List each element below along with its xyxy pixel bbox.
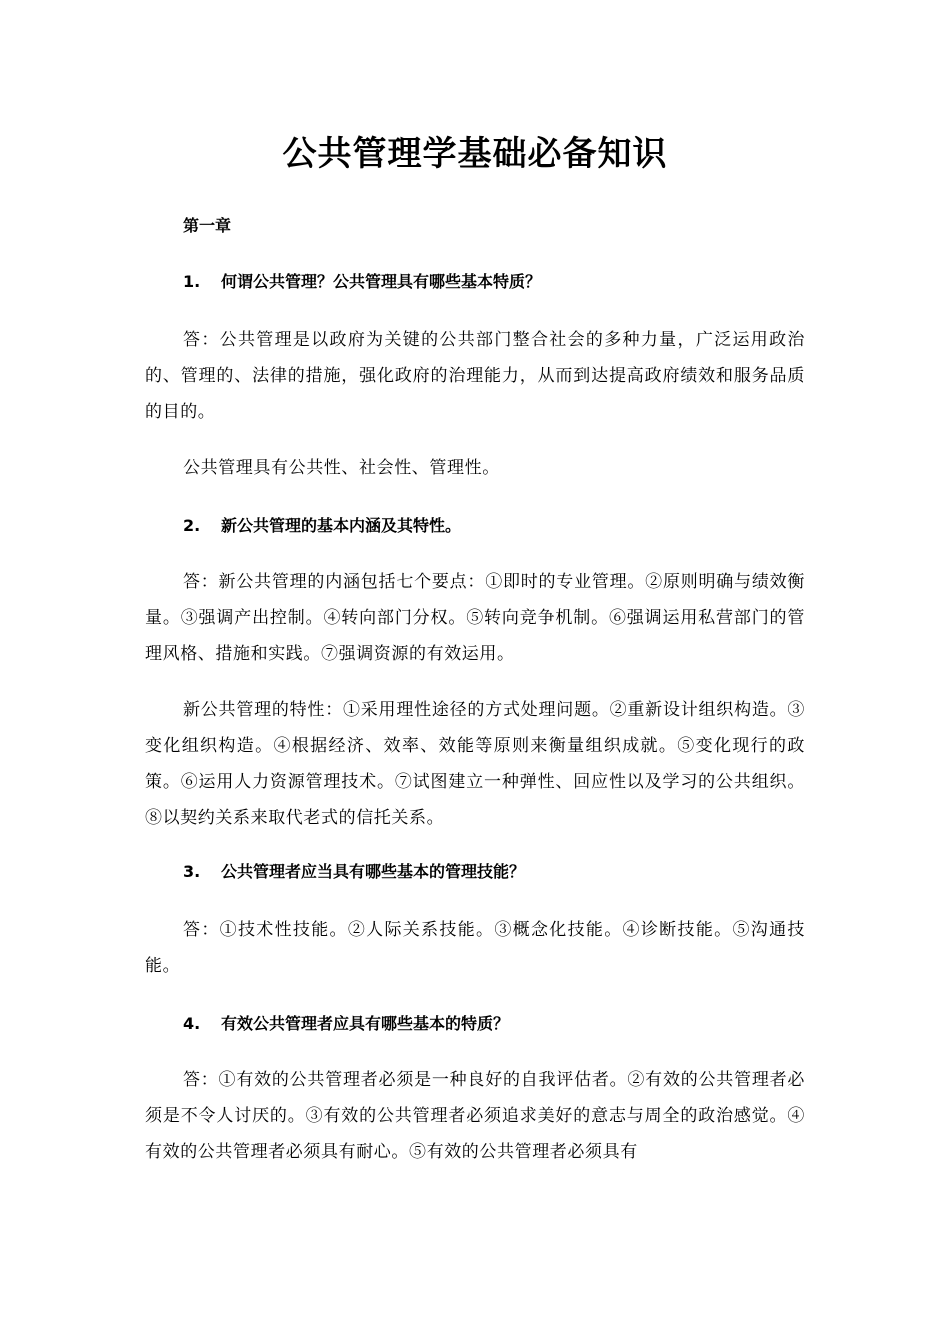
section-3-answer: 答：①技术性技能。②人际关系技能。③概念化技能。④诊断技能。⑤沟通技能。 xyxy=(145,920,805,976)
section-4-title: 有效公共管理者应具有哪些基本的特质？ xyxy=(221,1014,510,1033)
document-title: 公共管理学基础必备知识 xyxy=(282,134,668,174)
section-2-number: 2. xyxy=(183,516,201,535)
section-2-answer: 答：新公共管理的内涵包括七个要点：①即时的专业管理。②原则明确与绩效衡量。③强调产出控制。④转向部门分权。⑤转向竞争机制。⑥强调运用私营部门的管理风格、措施和实践。⑦强调资源的有效运用。 xyxy=(145,572,805,664)
section-4-number: 4. xyxy=(183,1014,201,1033)
chapter-label: 第一章 xyxy=(183,216,232,235)
chapter-heading xyxy=(145,214,843,238)
section-1-heading xyxy=(145,270,843,294)
section-1-answer: 答：公共管理是以政府为关键的公共部门整合社会的多种力量，广泛运用政治的、管理的、法律的措施，强化政府的治理能力，从而到达提高政府绩效和服务品质的目的。 xyxy=(145,330,805,422)
section-2-heading xyxy=(145,514,843,538)
section-1-note: 公共管理具有公共性、社会性、管理性。 xyxy=(183,458,500,478)
section-1-title: 何谓公共管理？公共管理具有哪些基本特质？ xyxy=(221,272,542,291)
section-3-number: 3. xyxy=(183,862,201,881)
section-1-number: 1. xyxy=(183,272,201,291)
section-4-heading xyxy=(145,1012,843,1036)
section-3-title: 公共管理者应当具有哪些基本的管理技能？ xyxy=(221,862,526,881)
section-2-characteristics: 新公共管理的特性：①采用理性途径的方式处理问题。②重新设计组织构造。③变化组织构造。④根据经济、效率、效能等原则来衡量组织成就。⑤变化现行的政策。⑥运用人力资源管理技术。⑦试图建立一种弹性、回应性以及学习的公共组织。⑧以契约关系来取代老式的信托关系。 xyxy=(145,700,805,828)
section-2-title: 新公共管理的基本内涵及其特性。 xyxy=(221,516,462,535)
section-4-answer: 答：①有效的公共管理者必须是一种良好的自我评估者。②有效的公共管理者必须是不令人讨厌的。③有效的公共管理者必须追求美好的意志与周全的政治感觉。④有效的公共管理者必须具有耐心。⑤有效的公共管理者必须具有 xyxy=(145,1070,805,1162)
section-3-heading xyxy=(145,860,843,884)
